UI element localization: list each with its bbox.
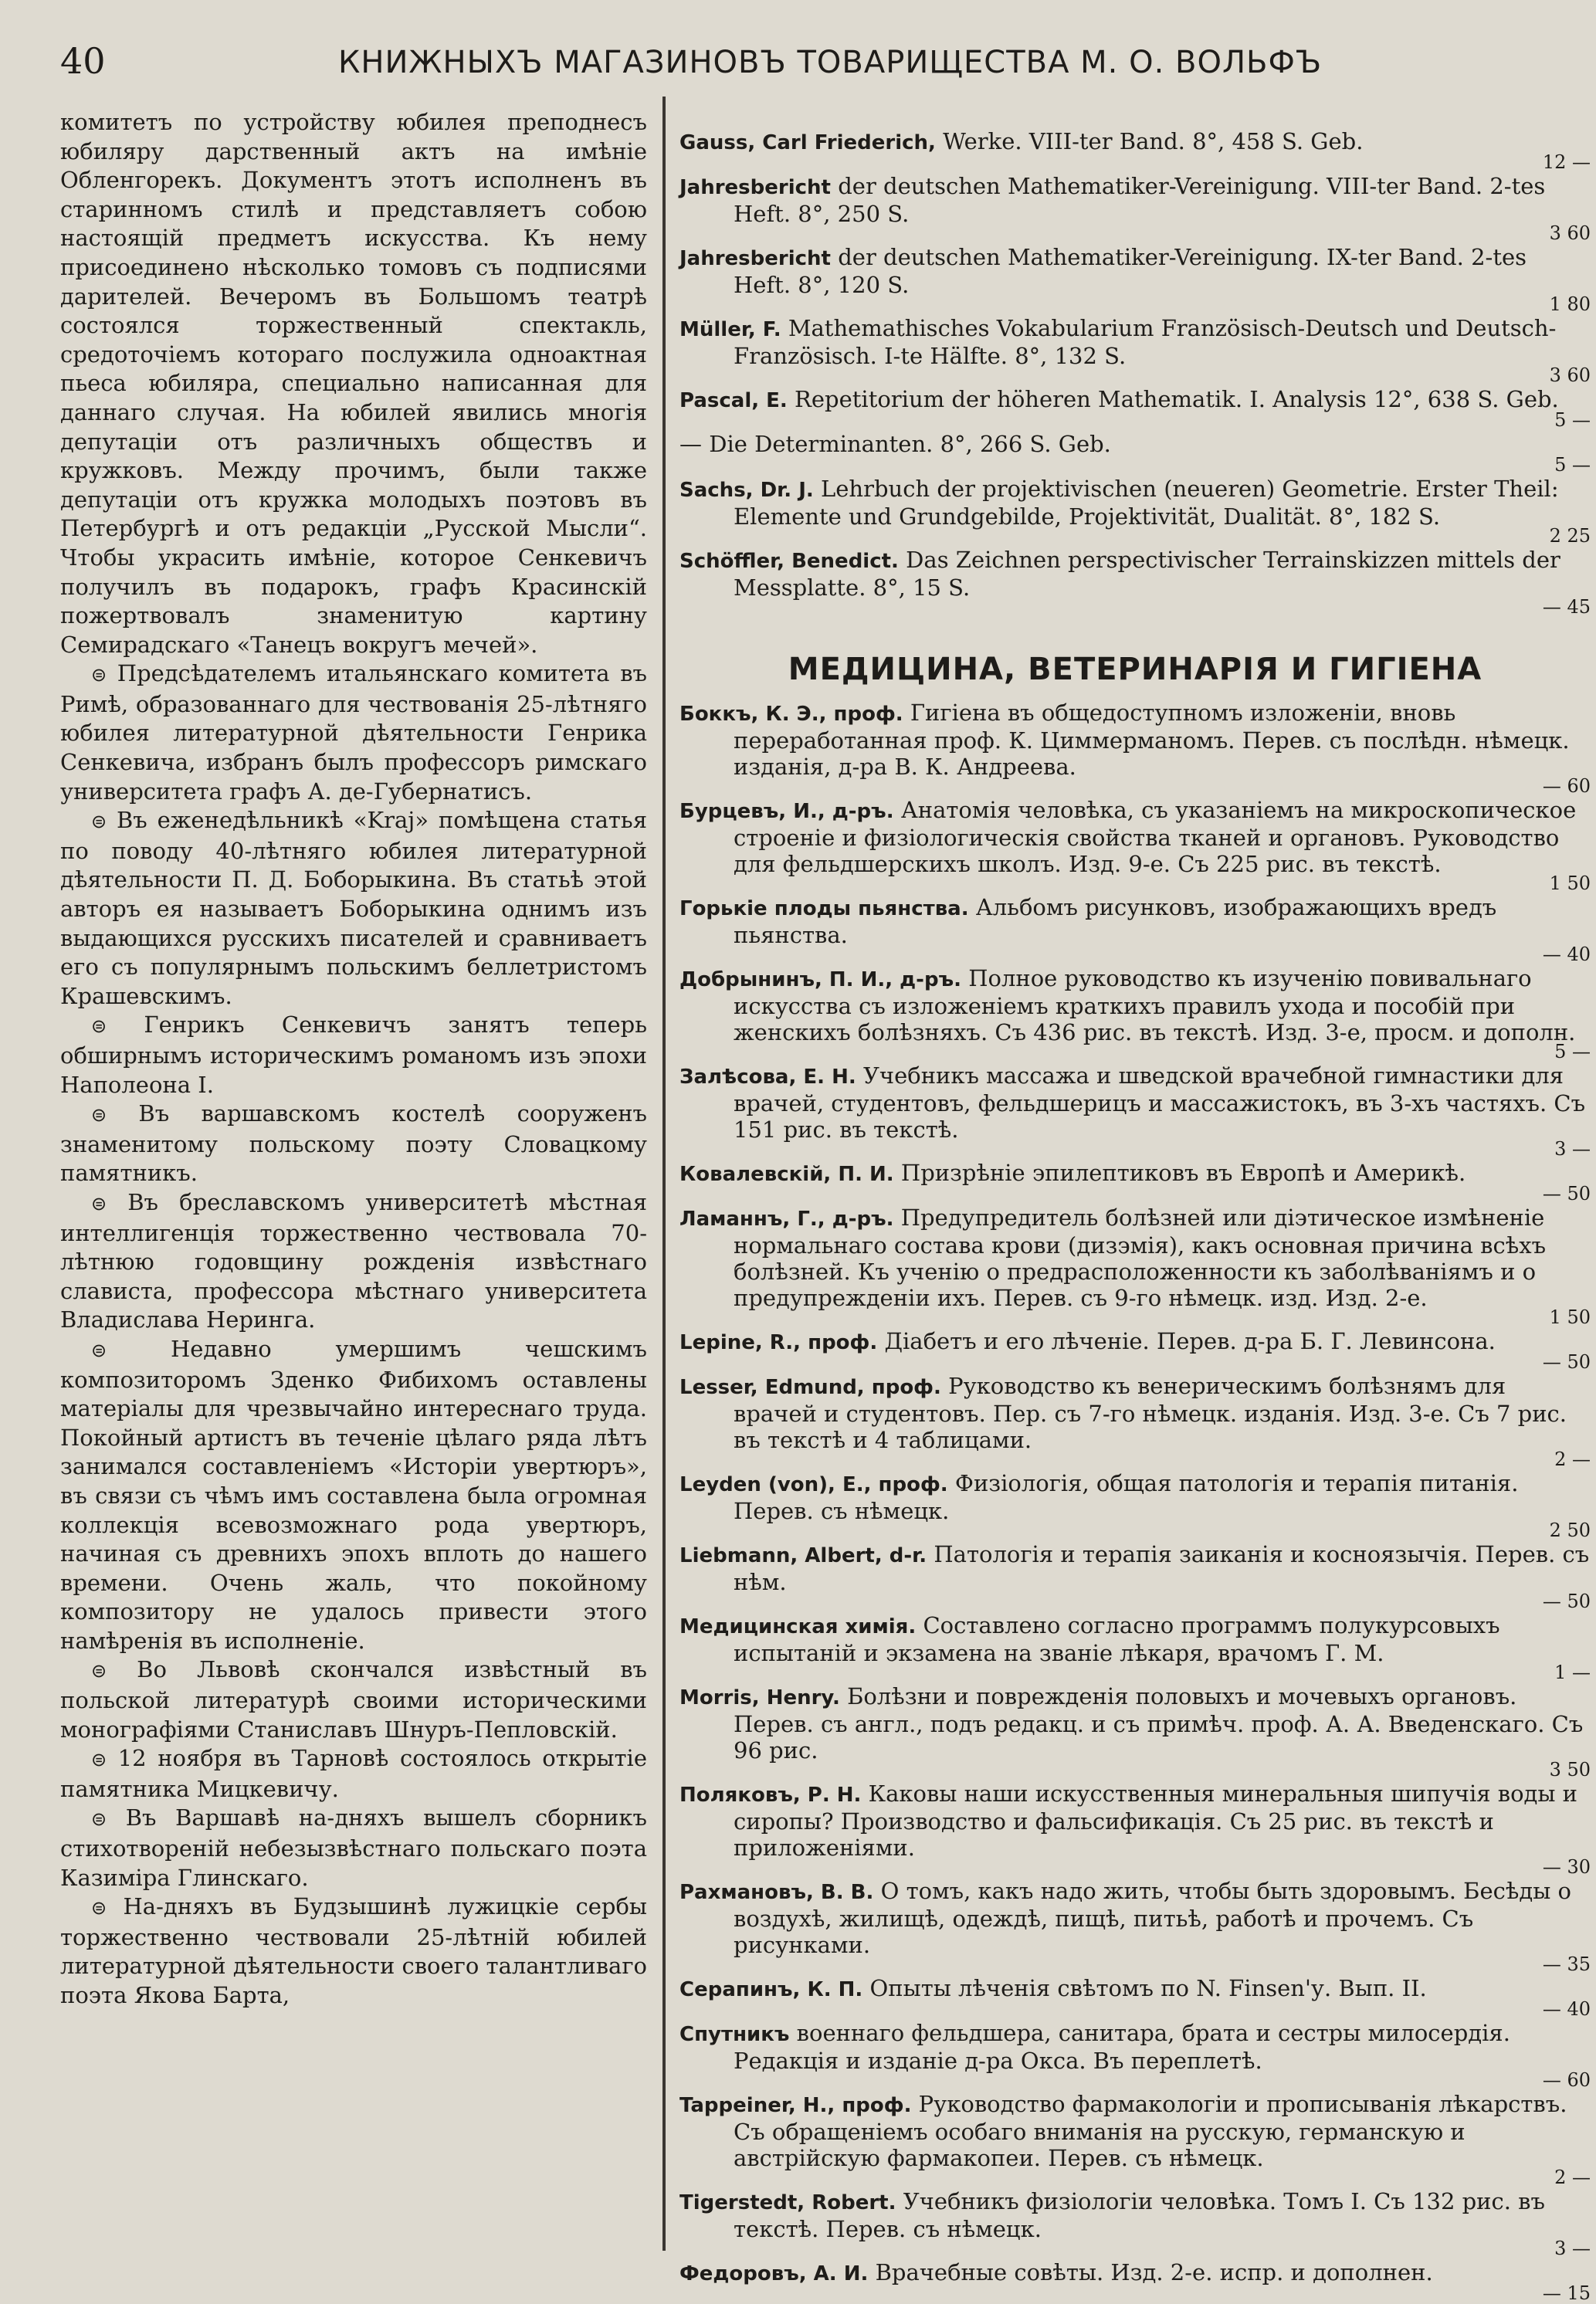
catalog-entry: [679, 1470, 1591, 1540]
entry-author: Федоровъ, А. И.: [679, 2262, 869, 2285]
news-paragraph: [60, 1892, 647, 2010]
paragraph-mark-icon: ⊜: [91, 1104, 107, 1127]
entry-description: Врачебные совѣты. Изд. 2-е. испр. и дополнен.: [875, 2259, 1433, 2285]
entry-description: Патологія и терапія заиканія и косноязычія. Перев. съ нѣм.: [734, 1541, 1590, 1595]
entry-price: — 40: [1542, 1998, 1591, 2020]
entry-price: 2 50: [1549, 1520, 1591, 1541]
catalog-entry: [679, 1160, 1591, 1203]
catalog-column: [679, 128, 1591, 2304]
entry-author: Lesser, Edmund, проф.: [679, 1376, 941, 1399]
entry-price: 5 —: [1554, 409, 1591, 431]
entry-description: Lehrbuch der projektivischen (neueren) Geometrie. Erster Theil: Elemente und Grundgebilde, Projektivität, Dualität. 8°, 182 S.: [734, 476, 1559, 530]
catalog-entry: [679, 894, 1591, 964]
catalog-entry: [679, 547, 1591, 616]
catalog-entry: [679, 1328, 1591, 1371]
entry-description: Werke. VIII-ter Band. 8°, 458 S. Geb.: [943, 128, 1364, 154]
entry-author: Поляковъ, Р. Н.: [679, 1784, 862, 1807]
news-column: [60, 108, 647, 2011]
catalog-entry: [679, 1205, 1591, 1326]
entry-price: — 50: [1542, 1183, 1591, 1205]
paragraph-mark-icon: ⊜: [91, 1749, 107, 1771]
entry-author: Боккъ, К. Э., проф.: [679, 703, 903, 726]
medicine-entries: [679, 700, 1591, 2302]
entry-description: Болѣзни и поврежденія половыхъ и мочевыхъ органовъ. Перев. съ англ., подъ редакц. и съ примѣч. проф. А. А. Введенскаго. Съ 96 рис.: [734, 1683, 1584, 1764]
entry-price: 3 —: [1554, 2238, 1591, 2259]
entry-price: — 60: [1542, 2069, 1591, 2091]
catalog-entry: [679, 1373, 1591, 1469]
entry-author: Горькіе плоды пьянства.: [679, 897, 969, 920]
entry-author: Tappeiner, H., проф.: [679, 2094, 912, 2117]
paragraph-mark-icon: ⊜: [91, 1660, 107, 1682]
entry-author: Ковалевскій, П. И.: [679, 1163, 894, 1186]
entry-author: Gauss, Carl Friederich,: [679, 131, 936, 154]
entry-author: Leyden (von), E., проф.: [679, 1473, 948, 1496]
paragraph-mark-icon: ⊜: [91, 1897, 107, 1919]
entry-description: военнаго фельдшера, санитара, брата и сестры милосердія. Редакція и изданіе д-ра Окса. Въ переплетѣ.: [734, 2020, 1510, 2074]
entry-price: 5 —: [1554, 454, 1591, 476]
paragraph-text: Въ варшавскомъ костелѣ сооруженъ знаменитому польскому поэту Словацкому памятникъ.: [60, 1100, 647, 1187]
catalog-entry: [679, 1683, 1591, 1779]
entry-author: Залѣсова, Е. Н.: [679, 1066, 856, 1089]
entry-author: Jahresbericht: [679, 176, 831, 199]
entry-price: 1 80: [1549, 293, 1591, 315]
entry-author: Бурцевъ, И., д-ръ.: [679, 800, 894, 823]
entry-price: 3 60: [1549, 222, 1591, 244]
entry-price: 1 —: [1554, 1662, 1591, 1683]
column-divider: [662, 97, 666, 2251]
entry-price: — 35: [1542, 1953, 1591, 1975]
entry-description: Каковы наши искусственныя минеральныя шипучія воды и сиропы? Производство и фальсификація. Съ 25 рис. въ текстѣ и приложеніями.: [734, 1781, 1578, 1861]
paragraph-text: комитетъ по устройству юбилея преподнесъ юбиляру дарственный актъ на имѣніе Обленгорекъ. Документъ этотъ исполненъ въ старинномъ стилѣ и представляетъ собою настоящій предметъ искусства. Къ нему присоединено нѣсколько томовъ съ подписями дарителей. Вечеромъ въ Большомъ театрѣ состоялся торжественный спектакль, средоточіемъ котораго послужила одноактная пьеса юбиляра, специально написанная для даннаго случая. На юбилей явились многія депутаціи отъ различныхъ обществъ и кружковъ. Между прочимъ, были также депутаціи отъ кружка молодыхъ поэтовъ въ Петербургѣ и отъ редакціи „Русской Мысли“. Чтобы украсить имѣніе, которое Сенкевичъ получилъ въ подарокъ, графъ Красинскій пожертвовалъ знаменитую картину Семирадскаго «Танецъ вокругъ мечей».: [60, 109, 647, 658]
entry-description: Анатомія человѣка, съ указаніемъ на микроскопическое строеніе и физіологическія свойства тканей и органовъ. Руководство для фельдшерскихъ школъ. Изд. 9-е. Съ 225 рис. въ текстѣ.: [734, 797, 1577, 877]
paragraph-mark-icon: ⊜: [91, 1015, 107, 1038]
news-paragraph: [60, 1655, 647, 1744]
entry-description: Das Zeichnen perspectivischer Terrainskizzen mittels der Messplatte. 8°, 15 S.: [734, 547, 1560, 601]
entry-author: Медицинская химія.: [679, 1615, 917, 1638]
catalog-entry: [679, 1062, 1591, 1158]
running-title: КНИЖНЫХЪ МАГАЗИНОВЪ ТОВАРИЩЕСТВА М. О. ВОЛЬФЪ: [338, 45, 1323, 80]
entry-author: Jahresbericht: [679, 247, 831, 270]
entry-author: Ламаннъ, Г., д-ръ.: [679, 1208, 894, 1231]
entry-price: 3 —: [1554, 1138, 1591, 1160]
entry-description: Учебникъ массажа и шведской врачебной гимнастики для врачей, студентовъ, фельдшерицъ и массажистокъ, въ 3-хъ частяхъ. Съ 151 рис. въ текстѣ.: [734, 1062, 1586, 1143]
paragraph-mark-icon: ⊜: [91, 1339, 107, 1361]
entry-description: Предупредитель болѣзней или діэтическое измѣненіе нормальнаго состава крови (дизэмія), какъ основная причина всѣхъ болѣзней. Къ ученію о предрасположенности къ заболѣваніямъ и о предупрежденіи ихъ. Перев. съ 9-го нѣмецк. изд. Изд. 2-е.: [734, 1205, 1547, 1311]
catalog-entry: [679, 1612, 1591, 1682]
entry-author: Серапинъ, К. П.: [679, 1978, 863, 2001]
paragraph-text: Въ еженедѣльникѣ «Kraj» помѣщена статья по поводу 40-лѣтняго юбилея литературной дѣятельности П. Д. Боборыкина. Въ статьѣ этой авторъ ея называетъ Боборыкина однимъ изъ выдающихся русскихъ писателей и сравниваетъ его съ популярнымъ польскимъ беллетристомъ Крашевскимъ.: [60, 807, 648, 1009]
entry-description: Учебникъ физіологіи человѣка. Томъ I. Съ 132 рис. въ текстѣ. Перев. съ нѣмецк.: [734, 2188, 1545, 2242]
entry-description: Діабетъ и его лѣченіе. Перев. д-ра Б. Г. Левинсона.: [884, 1328, 1496, 1354]
catalog-entry: [679, 700, 1591, 795]
entry-description: Призрѣніе эпилептиковъ въ Европѣ и Америкѣ.: [900, 1160, 1466, 1186]
entry-author: Liebmann, Albert, d-r.: [679, 1544, 927, 1567]
catalog-entry: [679, 476, 1591, 545]
entry-description: der deutschen Mathematiker-Vereinigung. IX-ter Band. 2-tes Heft. 8°, 120 S.: [734, 244, 1527, 298]
paragraph-text: Въ бреславскомъ университетѣ мѣстная интеллигенція торжественно чествовала 70-лѣтнюю годовщину рожденія извѣстнаго слависта, профессора мѣстнаго университета Владислава Неринга.: [60, 1188, 647, 1333]
entry-description: Mathemathisches Vokabularium Französisch-Deutsch und Deutsch-Französisch. I-te Hälfte. 8°, 132 S.: [734, 315, 1557, 369]
catalog-entry: [679, 1975, 1591, 2018]
paragraph-text: 12 ноября въ Тарновѣ состоялось открытіе памятника Мицкевичу.: [60, 1745, 647, 1802]
entry-author: Sachs, Dr. J.: [679, 479, 814, 502]
entry-description: — Die Determinanten. 8°, 266 S. Geb.: [679, 431, 1111, 457]
catalog-entry: [679, 965, 1591, 1061]
paragraph-text: Во Львовѣ скончался извѣстный въ польской литературѣ своими историческими монографіями Станиславъ Шнуръ-Пепловскій.: [60, 1656, 648, 1743]
entry-author: Рахмановъ, В. В.: [679, 1881, 874, 1904]
entry-price: — 15: [1542, 2282, 1591, 2304]
entry-description: Полное руководство къ изученію повивальнаго искусства съ изложеніемъ краткихъ правилъ ухода и пособій при женскихъ болѣзняхъ. Съ 436 рис. въ текстѣ. Изд. 3-е, просм. и дополн.: [734, 965, 1576, 1045]
entry-author: Schöffler, Benedict.: [679, 550, 899, 573]
catalog-entry: [679, 1541, 1591, 1611]
entry-description: Гигіена въ общедоступномъ изложеніи, вновь переработанная проф. К. Циммерманомъ. Перев. съ послѣдн. нѣмецк. изданія, д-ра В. К. Андреева.: [734, 700, 1570, 780]
entry-price: 5 —: [1554, 1041, 1591, 1062]
entry-price: — 30: [1542, 1856, 1591, 1878]
paragraph-text: Генрикъ Сенкевичъ занятъ теперь обширнымъ историческимъ романомъ изъ эпохи Наполеона I.: [60, 1011, 648, 1098]
paragraph-text: Предсѣдателемъ итальянскаго комитета въ Римѣ, образованнаго для чествованія 25-лѣтняго юбилея литературной дѣятельности Генрика Сенкевича, избранъ былъ профессоръ римскаго университета графъ А. де-Губернатисъ.: [60, 660, 647, 805]
entry-description: Руководство фармакологіи и прописыванія лѣкарствъ. Съ обращеніемъ особаго вниманія на русскую, германскую и австрійскую фармакопеи. Перев. съ нѣмецк.: [734, 2091, 1567, 2171]
paragraph-mark-icon: ⊜: [91, 1808, 107, 1831]
entry-price: 2 —: [1554, 2167, 1591, 2188]
entry-price: — 50: [1542, 1351, 1591, 1373]
entry-description: Опыты лѣченія свѣтомъ по N. Finsen'у. Вып. II.: [869, 1975, 1427, 2001]
entry-description: О томъ, какъ надо жить, чтобы быть здоровымъ. Бесѣды о воздухѣ, жилищѣ, одеждѣ, пищѣ, питьѣ, работѣ и прочемъ. Съ рисунками.: [734, 1878, 1572, 1958]
entry-description: der deutschen Mathematiker-Vereinigung. VIII-ter Band. 2-tes Heft. 8°, 250 S.: [734, 173, 1546, 227]
entry-price: 12 —: [1542, 151, 1591, 173]
catalog-entry: [679, 315, 1591, 385]
news-paragraph: [60, 1335, 647, 1656]
entry-price: 2 —: [1554, 1448, 1591, 1470]
entry-author: Lepine, R., проф.: [679, 1331, 878, 1354]
news-paragraph: [60, 806, 647, 1011]
entry-author: Спутникъ: [679, 2023, 790, 2046]
news-paragraph: [60, 1011, 647, 1099]
entry-author: Tigerstedt, Robert.: [679, 2191, 896, 2214]
catalog-entry: [679, 2091, 1591, 2187]
entry-price: 3 50: [1549, 1759, 1591, 1781]
entry-author: Добрынинъ, П. И., д-ръ.: [679, 968, 961, 991]
entry-description: Физіологія, общая патологія и терапія питанія. Перев. съ нѣмецк.: [734, 1470, 1519, 1524]
catalog-entry: [679, 2188, 1591, 2258]
catalog-entry: [679, 1781, 1591, 1876]
entry-author: Pascal, E.: [679, 389, 788, 412]
entry-description: Альбомъ рисунковъ, изображающихъ вредъ пьянства.: [734, 894, 1497, 948]
paragraph-mark-icon: ⊜: [91, 1192, 107, 1215]
paragraph-mark-icon: ⊜: [91, 664, 107, 686]
paragraph-text: Въ Варшавѣ на-дняхъ вышелъ сборникъ стихотвореній небезызвѣстнаго польскаго поэта Казиміра Глинскаго.: [60, 1804, 648, 1891]
catalog-entry: [679, 1878, 1591, 1974]
catalog-entry: [679, 2020, 1591, 2089]
catalog-entry: [679, 128, 1591, 171]
news-paragraph: [60, 659, 647, 806]
paragraph-text: На-дняхъ въ Будзышинѣ лужицкіе сербы торжественно чествовали 25-лѣтній юбилей литературной дѣятельности своего талантливаго поэта Якова Барта,: [60, 1893, 647, 2008]
catalog-entry: [679, 244, 1591, 313]
entry-description: Руководство къ венерическимъ болѣзнямъ для врачей и студентовъ. Пер. съ 7-го нѣмецк. изданія. Изд. 3-е. Съ 7 рис. въ текстѣ и 4 таблицами.: [734, 1373, 1567, 1453]
entry-price: — 60: [1542, 775, 1591, 797]
entry-price: 3 60: [1549, 364, 1591, 386]
entry-price: 2 25: [1549, 525, 1591, 547]
news-paragraph: [60, 108, 647, 659]
catalog-entry: [679, 431, 1591, 474]
paragraph-text: Недавно умершимъ чешскимъ композиторомъ Зденко Фибихомъ оставлены матеріалы для чрезвычайно интереснаго труда. Покойный артистъ въ теченіе цѣлаго ряда лѣтъ занимался составленіемъ «Исторіи увертюръ», въ связи съ чѣмъ имъ составлена была огромная коллекція всевозможнаго рода увертюръ, начиная съ древнихъ эпохъ вплоть до нашего времени. Очень жаль, что покойному композитору не удалось привести этого намѣренія въ исполненіе.: [60, 1335, 647, 1654]
news-paragraph: [60, 1188, 647, 1335]
news-paragraph: [60, 1744, 647, 1804]
paragraph-mark-icon: ⊜: [91, 811, 107, 833]
news-paragraph: [60, 1804, 647, 1892]
catalog-entry: [679, 797, 1591, 893]
entry-description: Repetitorium der höheren Mathematik. I. Analysis 12°, 638 S. Geb.: [795, 386, 1559, 412]
entry-price: — 45: [1542, 596, 1591, 618]
entry-author: Müller, F.: [679, 318, 781, 341]
entry-price: — 50: [1542, 1591, 1591, 1612]
entry-price: 1 50: [1549, 872, 1591, 894]
entry-description: Составлено согласно программъ полукурсовыхъ испытаній и экзамена на званіе лѣкаря, врачомъ Г. М.: [734, 1612, 1500, 1666]
page-header: [60, 40, 1574, 94]
catalog-entry: [679, 173, 1591, 242]
entry-price: — 40: [1542, 944, 1591, 965]
entry-author: Morris, Henry.: [679, 1686, 840, 1709]
section-title: МЕДИЦИНА, ВЕТЕРИНАРІЯ И ГИГІЕНА: [788, 652, 1482, 687]
news-paragraph: [60, 1099, 647, 1188]
page-number: 40: [60, 40, 106, 82]
entry-price: 1 50: [1549, 1306, 1591, 1328]
math-entries: [679, 128, 1591, 616]
catalog-entry: [679, 2259, 1591, 2302]
catalog-entry: [679, 386, 1591, 429]
